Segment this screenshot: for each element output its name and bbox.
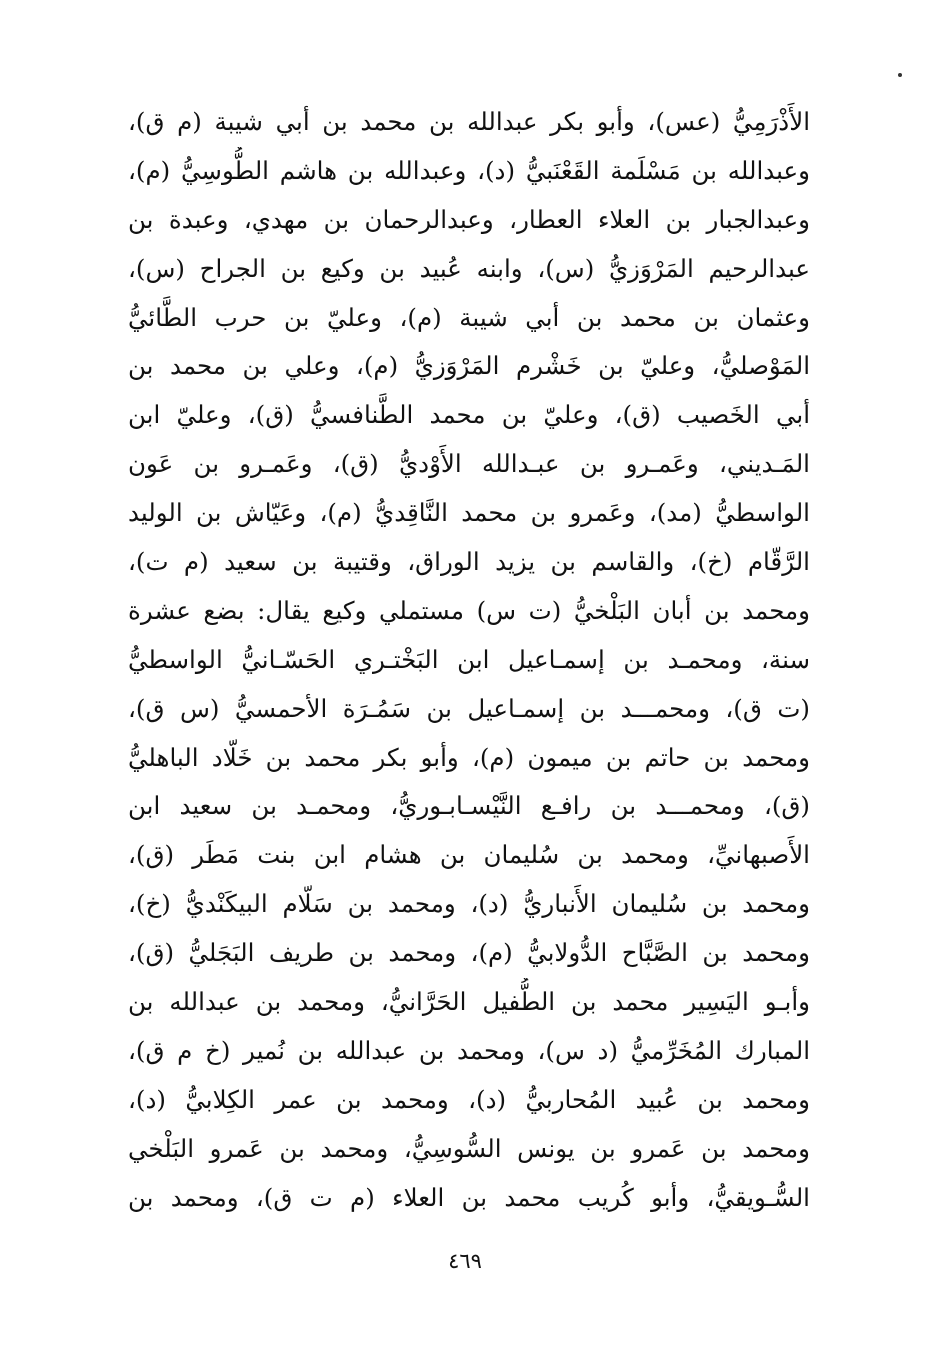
- main-text-block: [128, 98, 810, 1222]
- text-line-14: ومحمد بن حاتم بن ميمون (م)، وأبو بكر محمد بن خَلّاد الباهليُّ: [128, 742, 810, 772]
- text-line-10: الرَّقّام (خ)، والقاسم بن يزيد الوراق، وقتيبة بن سعيد (م ت)،: [128, 547, 810, 577]
- text-line-3: وعبدالجبار بن العلاء العطار، وعبدالرحمان بن مهدي، وعبدة بن: [128, 204, 810, 234]
- text-line-7: أبي الخَصيب (ق)، وعليّ بن محمد الطَّنافسيُّ (ق)، وعليّ ابن: [128, 400, 810, 430]
- text-line-8: المَـديني، وعَمـرو بن عبـدالله الأَوْديُّ (ق)، وعَمـرو بن عَون: [128, 449, 810, 479]
- text-line-1: الأَذْرَمِيُّ (عس)، وأبو بكر عبدالله بن محمد بن أبي شيبة (م ق)،: [128, 107, 810, 136]
- text-line-4: عبدالرحيم المَرْوَزيُّ (س)، وابنه عُبيد بن وكيع بن الجراح (س)،: [128, 253, 810, 283]
- text-line-21: ومحمد بن عُبيد المُحاربيُّ (د)، ومحمد بن عمر الكِلابيُّ (د)،: [128, 1084, 810, 1114]
- text-line-15: (ق)، ومحمـــد بن رافـع النَّيْسـابـوريُّ، ومحمـد بن سعيد ابن: [128, 791, 810, 821]
- text-line-5: وعثمان بن محمد بن أبي شيبة (م)، وعليّ بن حرب الطَّائيُّ: [128, 302, 810, 332]
- text-line-20: المبارك المُخَرِّميُّ (د س)، ومحمد بن عبدالله بن نُمير (خ م ق)،: [128, 1035, 810, 1065]
- text-line-2: وعبدالله بن مَسْلَمة القَعْنَبيُّ (د)، وعبدالله بن هاشم الطُّوسِيُّ (م)،: [128, 155, 810, 185]
- scan-speck: [898, 73, 902, 77]
- text-line-12: سنة، ومحمـد بن إسمـاعيل ابن البَخْتـري الحَسّـانيُّ الواسطيُّ: [128, 644, 810, 674]
- text-line-9: الواسطيُّ (مد)، وعَمرو بن محمد النَّاقِديُّ (م)، وعَيّاش بن الوليد: [128, 498, 810, 528]
- text-line-11: ومحمد بن أبان البَلْخيُّ (ت س) مستملي وكيع يقال: بضع عشرة: [128, 595, 810, 625]
- text-line-16: الأَصبهانيِّ، ومحمد بن سُليمان بن هشام ابن بنت مَطَر (ق)،: [128, 840, 810, 870]
- text-line-22: ومحمد بن عَمرو بن يونس السُّوسِيُّ، ومحمد بن عَمرو البَلْخي: [128, 1133, 810, 1163]
- text-line-13: (ت ق)، ومحمـــد بن إسمـاعيل بن سَمُـرَة الأحمسيُّ (س ق)،: [128, 693, 810, 723]
- text-line-17: ومحمد بن سُليمان الأَنباريُّ (د)، ومحمد بن سَلّام البيكَنْديُّ (خ)،: [128, 889, 810, 919]
- text-line-19: وأبـو اليَسِير محمد بن الطُّفيل الحَرَّانيُّ، ومحمد بن عبدالله بن: [128, 987, 810, 1017]
- text-line-6: المَوْصليُّ، وعليّ بن خَشْرم المَرْوَزيُّ (م)، وعلي بن محمد بن: [128, 351, 810, 381]
- text-line-18: ومحمد بن الصَّبَّاح الدُّولابيُّ (م)، ومحمد بن طريف البَجَليُّ (ق)،: [128, 938, 810, 968]
- text-line-23: السُّـويقيُّ، وأبو كُريب محمد بن العلاء (م ت ق)، ومحمد بن: [128, 1182, 810, 1212]
- page-number: ٤٦٩: [448, 1249, 482, 1273]
